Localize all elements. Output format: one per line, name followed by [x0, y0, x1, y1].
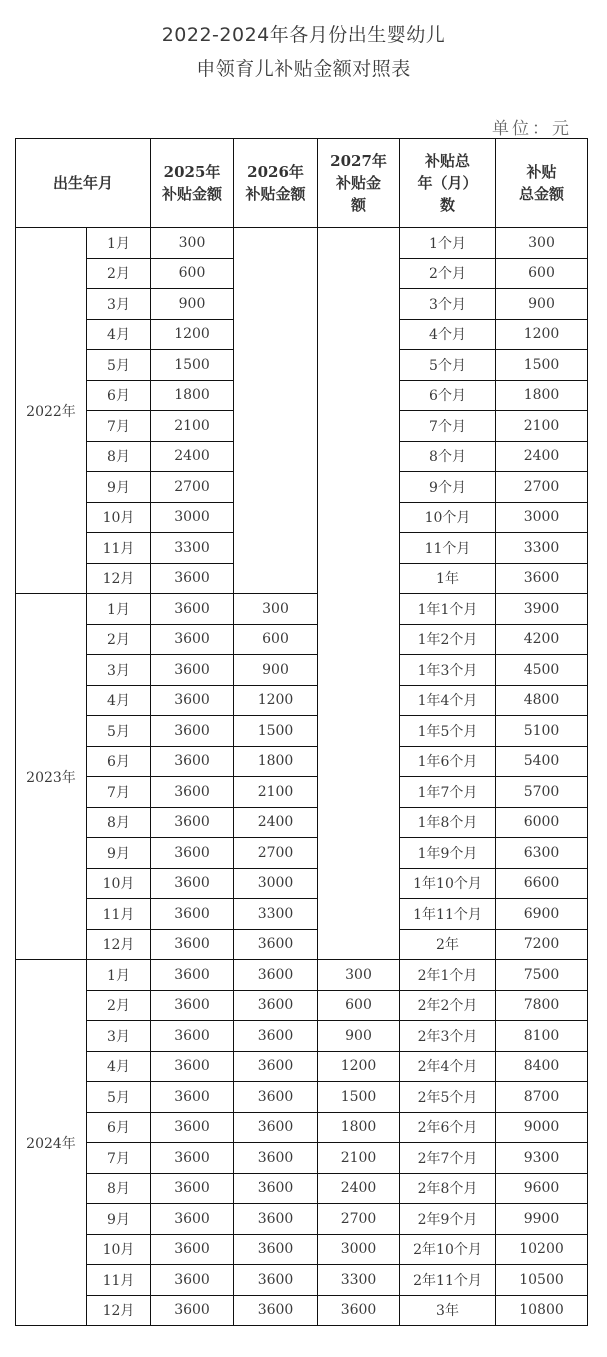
amount-2027-cell: 1800 — [318, 1112, 400, 1143]
month-cell: 4月 — [87, 319, 151, 350]
amount-2026-cell: 3600 — [234, 1051, 318, 1082]
duration-cell: 2个月 — [400, 258, 496, 289]
amount-2026-cell: 600 — [234, 624, 318, 655]
table-row — [16, 777, 588, 808]
amount-2025-cell: 3600 — [151, 716, 234, 747]
table-row — [16, 1204, 588, 1235]
amount-2026-cell: 3600 — [234, 1021, 318, 1052]
table-row — [16, 899, 588, 930]
amount-2027-cell: 3600 — [318, 1295, 400, 1326]
total-amount-cell: 2700 — [496, 472, 588, 503]
unit-label: 单位：元 — [492, 119, 572, 139]
amount-2026-cell: 3600 — [234, 960, 318, 991]
month-cell: 6月 — [87, 1112, 151, 1143]
month-cell: 11月 — [87, 1265, 151, 1296]
amount-2026-cell: 900 — [234, 655, 318, 686]
total-amount-cell: 9600 — [496, 1173, 588, 1204]
total-amount-cell: 9900 — [496, 1204, 588, 1235]
amount-2025-cell: 3600 — [151, 1051, 234, 1082]
table-row — [16, 990, 588, 1021]
duration-cell: 8个月 — [400, 441, 496, 472]
duration-cell: 5个月 — [400, 350, 496, 381]
month-cell: 5月 — [87, 716, 151, 747]
table-row — [16, 1265, 588, 1296]
total-amount-cell: 3300 — [496, 533, 588, 564]
amount-2026-cell: 3600 — [234, 1204, 318, 1235]
duration-cell: 1年11个月 — [400, 899, 496, 930]
month-cell: 5月 — [87, 350, 151, 381]
amount-2026-cell: 2100 — [234, 777, 318, 808]
duration-cell: 2年8个月 — [400, 1173, 496, 1204]
month-cell: 11月 — [87, 533, 151, 564]
amount-2025-cell: 3600 — [151, 563, 234, 594]
total-amount-cell: 5400 — [496, 746, 588, 777]
amount-2025-cell: 3600 — [151, 960, 234, 991]
duration-cell: 2年4个月 — [400, 1051, 496, 1082]
amount-2027-cell: 2700 — [318, 1204, 400, 1235]
amount-2026-cell: 3600 — [234, 1265, 318, 1296]
month-cell: 9月 — [87, 1204, 151, 1235]
amount-2026-cell: 2700 — [234, 838, 318, 869]
amount-2025-cell: 3600 — [151, 685, 234, 716]
total-amount-cell: 3000 — [496, 502, 588, 533]
amount-2027-cell: 2100 — [318, 1143, 400, 1174]
duration-cell: 1年3个月 — [400, 655, 496, 686]
duration-cell: 7个月 — [400, 411, 496, 442]
duration-cell: 1年7个月 — [400, 777, 496, 808]
amount-2027-cell: 3300 — [318, 1265, 400, 1296]
duration-cell: 2年6个月 — [400, 1112, 496, 1143]
month-cell: 10月 — [87, 1234, 151, 1265]
month-cell: 12月 — [87, 929, 151, 960]
table-row — [16, 960, 588, 991]
amount-2025-cell: 3600 — [151, 807, 234, 838]
amount-2025-cell: 3600 — [151, 1265, 234, 1296]
duration-cell: 1年 — [400, 563, 496, 594]
month-cell: 2月 — [87, 624, 151, 655]
amount-2026-cell: 3600 — [234, 1234, 318, 1265]
month-cell: 3月 — [87, 655, 151, 686]
total-amount-cell: 7800 — [496, 990, 588, 1021]
duration-cell: 1年6个月 — [400, 746, 496, 777]
table-row — [16, 1051, 588, 1082]
header-2027-amount: 2027年 补贴金 额 — [318, 139, 400, 228]
duration-cell: 1年4个月 — [400, 685, 496, 716]
month-cell: 9月 — [87, 472, 151, 503]
amount-2027-cell: 3000 — [318, 1234, 400, 1265]
table-row — [16, 624, 588, 655]
total-amount-cell: 5100 — [496, 716, 588, 747]
amount-2027-cell: 1200 — [318, 1051, 400, 1082]
total-amount-cell: 3600 — [496, 563, 588, 594]
duration-cell: 11个月 — [400, 533, 496, 564]
total-amount-cell: 3900 — [496, 594, 588, 625]
duration-cell: 2年10个月 — [400, 1234, 496, 1265]
amount-2025-cell: 3600 — [151, 990, 234, 1021]
total-amount-cell: 7500 — [496, 960, 588, 991]
amount-2027-cell: 900 — [318, 1021, 400, 1052]
amount-2027-cell: 2400 — [318, 1173, 400, 1204]
amount-2027-cell: 600 — [318, 990, 400, 1021]
duration-cell: 1年5个月 — [400, 716, 496, 747]
month-cell: 4月 — [87, 685, 151, 716]
total-amount-cell: 1200 — [496, 319, 588, 350]
table-row — [16, 1234, 588, 1265]
duration-cell: 2年5个月 — [400, 1082, 496, 1113]
amount-2026-cell: 3600 — [234, 1143, 318, 1174]
total-amount-cell: 8400 — [496, 1051, 588, 1082]
duration-cell: 6个月 — [400, 380, 496, 411]
table-row — [16, 1143, 588, 1174]
month-cell: 8月 — [87, 441, 151, 472]
table-row — [16, 655, 588, 686]
total-amount-cell: 2400 — [496, 441, 588, 472]
amount-2026-blank-cell — [234, 228, 318, 594]
page-title-line-1: 2022-2024年各月份出生婴幼儿 — [161, 24, 446, 46]
month-cell: 3月 — [87, 289, 151, 320]
total-amount-cell: 900 — [496, 289, 588, 320]
amount-2026-cell: 3600 — [234, 990, 318, 1021]
amount-2025-cell: 3300 — [151, 533, 234, 564]
table-row — [16, 1112, 588, 1143]
amount-2026-cell: 1800 — [234, 746, 318, 777]
amount-2025-cell: 3600 — [151, 1234, 234, 1265]
total-amount-cell: 10200 — [496, 1234, 588, 1265]
amount-2025-cell: 3600 — [151, 594, 234, 625]
table-row — [16, 746, 588, 777]
amount-2025-cell: 900 — [151, 289, 234, 320]
amount-2025-cell: 3600 — [151, 1112, 234, 1143]
table-header-row — [16, 139, 588, 228]
amount-2026-cell: 2400 — [234, 807, 318, 838]
duration-cell: 4个月 — [400, 319, 496, 350]
amount-2025-cell: 3600 — [151, 1082, 234, 1113]
duration-cell: 2年11个月 — [400, 1265, 496, 1296]
amount-2025-cell: 1800 — [151, 380, 234, 411]
amount-2026-cell: 3600 — [234, 1295, 318, 1326]
month-cell: 8月 — [87, 1173, 151, 1204]
duration-cell: 2年2个月 — [400, 990, 496, 1021]
month-cell: 1月 — [87, 228, 151, 259]
total-amount-cell: 1800 — [496, 380, 588, 411]
duration-cell: 2年1个月 — [400, 960, 496, 991]
month-cell: 1月 — [87, 594, 151, 625]
header-2025-amount: 2025年 补贴金额 — [151, 139, 234, 228]
amount-2027-blank-cell — [318, 228, 400, 960]
total-amount-cell: 2100 — [496, 411, 588, 442]
amount-2025-cell: 3600 — [151, 624, 234, 655]
amount-2025-cell: 2400 — [151, 441, 234, 472]
amount-2026-cell: 1500 — [234, 716, 318, 747]
total-amount-cell: 4500 — [496, 655, 588, 686]
amount-2026-cell: 3600 — [234, 929, 318, 960]
amount-2026-cell: 300 — [234, 594, 318, 625]
amount-2025-cell: 3600 — [151, 1295, 234, 1326]
month-cell: 2月 — [87, 990, 151, 1021]
month-cell: 10月 — [87, 868, 151, 899]
table-row — [16, 1021, 588, 1052]
amount-2025-cell: 3600 — [151, 868, 234, 899]
duration-cell: 3个月 — [400, 289, 496, 320]
header-total-amount: 补贴 总金额 — [496, 139, 588, 228]
table-row — [16, 716, 588, 747]
total-amount-cell: 8700 — [496, 1082, 588, 1113]
amount-2027-cell: 1500 — [318, 1082, 400, 1113]
header-2026-amount: 2026年 补贴金额 — [234, 139, 318, 228]
duration-cell: 9个月 — [400, 472, 496, 503]
amount-2025-cell: 3600 — [151, 929, 234, 960]
month-cell: 6月 — [87, 380, 151, 411]
amount-2025-cell: 3600 — [151, 1143, 234, 1174]
amount-2025-cell: 3600 — [151, 1173, 234, 1204]
total-amount-cell: 6300 — [496, 838, 588, 869]
month-cell: 8月 — [87, 807, 151, 838]
month-cell: 5月 — [87, 1082, 151, 1113]
total-amount-cell: 6600 — [496, 868, 588, 899]
amount-2026-cell: 3300 — [234, 899, 318, 930]
table-row — [16, 1173, 588, 1204]
table-row — [16, 594, 588, 625]
month-cell: 12月 — [87, 1295, 151, 1326]
amount-2026-cell: 1200 — [234, 685, 318, 716]
duration-cell: 1年9个月 — [400, 838, 496, 869]
duration-cell: 1年8个月 — [400, 807, 496, 838]
duration-cell: 1个月 — [400, 228, 496, 259]
duration-cell: 3年 — [400, 1295, 496, 1326]
month-cell: 6月 — [87, 746, 151, 777]
birth-year-cell: 2022年 — [16, 228, 87, 594]
table-row — [16, 1082, 588, 1113]
table-row — [16, 807, 588, 838]
total-amount-cell: 6900 — [496, 899, 588, 930]
amount-2025-cell: 3600 — [151, 1021, 234, 1052]
month-cell: 9月 — [87, 838, 151, 869]
amount-2025-cell: 3600 — [151, 655, 234, 686]
table-row — [16, 838, 588, 869]
header-duration: 补贴总 年（月） 数 — [400, 139, 496, 228]
duration-cell: 2年3个月 — [400, 1021, 496, 1052]
birth-year-cell: 2023年 — [16, 594, 87, 960]
amount-2026-cell: 3600 — [234, 1173, 318, 1204]
total-amount-cell: 600 — [496, 258, 588, 289]
amount-2025-cell: 300 — [151, 228, 234, 259]
month-cell: 7月 — [87, 1143, 151, 1174]
total-amount-cell: 9300 — [496, 1143, 588, 1174]
table-row — [16, 1295, 588, 1326]
total-amount-cell: 300 — [496, 228, 588, 259]
amount-2025-cell: 3600 — [151, 746, 234, 777]
month-cell: 2月 — [87, 258, 151, 289]
amount-2025-cell: 1200 — [151, 319, 234, 350]
month-cell: 3月 — [87, 1021, 151, 1052]
amount-2025-cell: 600 — [151, 258, 234, 289]
amount-2026-cell: 3000 — [234, 868, 318, 899]
total-amount-cell: 6000 — [496, 807, 588, 838]
amount-2025-cell: 3600 — [151, 838, 234, 869]
total-amount-cell: 10800 — [496, 1295, 588, 1326]
month-cell: 11月 — [87, 899, 151, 930]
total-amount-cell: 7200 — [496, 929, 588, 960]
duration-cell: 2年7个月 — [400, 1143, 496, 1174]
table-row — [16, 868, 588, 899]
amount-2026-cell: 3600 — [234, 1082, 318, 1113]
duration-cell: 1年2个月 — [400, 624, 496, 655]
amount-2025-cell: 1500 — [151, 350, 234, 381]
subsidy-table — [15, 138, 588, 1326]
birth-year-cell: 2024年 — [16, 960, 87, 1326]
table-row — [16, 929, 588, 960]
amount-2025-cell: 2700 — [151, 472, 234, 503]
total-amount-cell: 5700 — [496, 777, 588, 808]
total-amount-cell: 4800 — [496, 685, 588, 716]
total-amount-cell: 8100 — [496, 1021, 588, 1052]
amount-2025-cell: 3600 — [151, 899, 234, 930]
amount-2026-cell: 3600 — [234, 1112, 318, 1143]
amount-2025-cell: 3600 — [151, 777, 234, 808]
duration-cell: 2年 — [400, 929, 496, 960]
total-amount-cell: 1500 — [496, 350, 588, 381]
table-row — [16, 685, 588, 716]
amount-2025-cell: 2100 — [151, 411, 234, 442]
header-birth-month: 出生年月 — [16, 139, 151, 228]
total-amount-cell: 9000 — [496, 1112, 588, 1143]
duration-cell: 10个月 — [400, 502, 496, 533]
amount-2025-cell: 3600 — [151, 1204, 234, 1235]
total-amount-cell: 10500 — [496, 1265, 588, 1296]
month-cell: 10月 — [87, 502, 151, 533]
month-cell: 1月 — [87, 960, 151, 991]
amount-2025-cell: 3000 — [151, 502, 234, 533]
duration-cell: 1年10个月 — [400, 868, 496, 899]
month-cell: 7月 — [87, 777, 151, 808]
page-title-line-2: 申领育儿补贴金额对照表 — [196, 58, 411, 80]
month-cell: 4月 — [87, 1051, 151, 1082]
month-cell: 7月 — [87, 411, 151, 442]
total-amount-cell: 4200 — [496, 624, 588, 655]
duration-cell: 1年1个月 — [400, 594, 496, 625]
duration-cell: 2年9个月 — [400, 1204, 496, 1235]
table-row — [16, 228, 588, 259]
amount-2027-cell: 300 — [318, 960, 400, 991]
month-cell: 12月 — [87, 563, 151, 594]
